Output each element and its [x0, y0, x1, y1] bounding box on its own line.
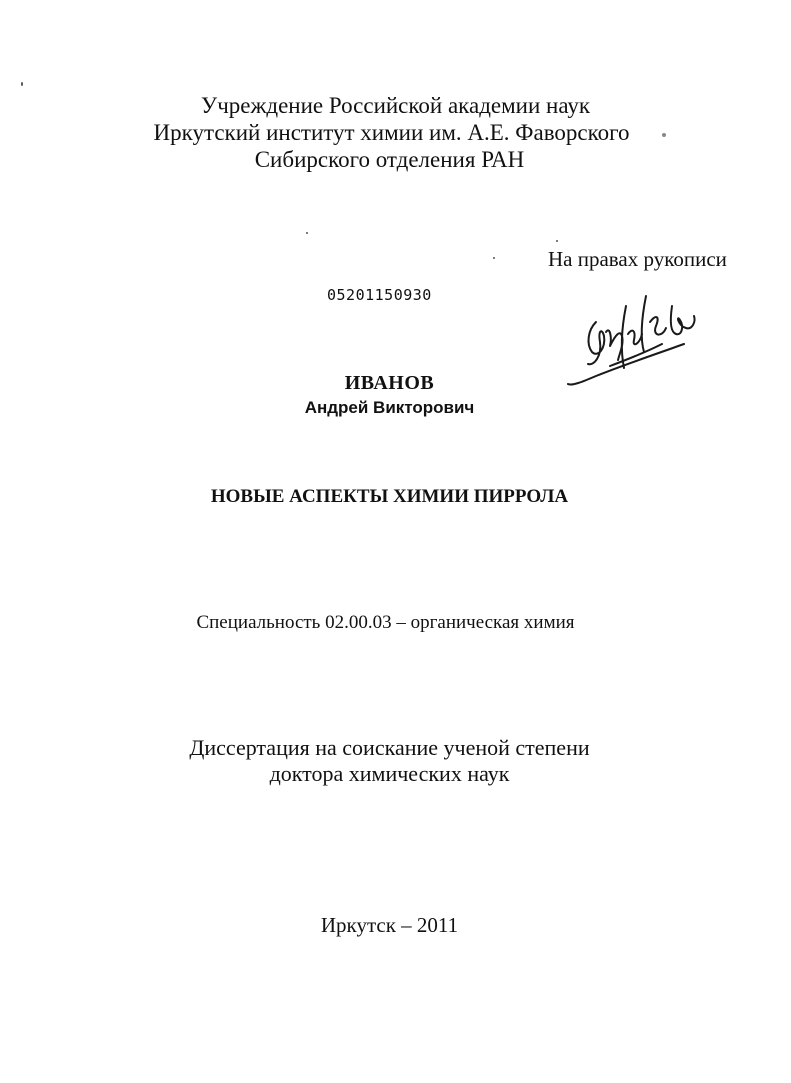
thesis-title: НОВЫЕ АСПЕКТЫ ХИМИИ ПИРРОЛА — [210, 486, 569, 507]
institution-line-3: Сибирского отделения РАН — [254, 147, 525, 172]
author-name: Андрей Викторович — [304, 398, 475, 417]
institution-line-1: Учреждение Российской академии наук — [200, 93, 591, 118]
scan-speck — [556, 240, 558, 242]
scan-speck — [662, 133, 666, 137]
institution-line-2: Иркутский институт химии им. А.Е. Фаворского — [153, 120, 630, 145]
registration-number: 05201150930 — [327, 286, 432, 304]
place-and-year: Иркутск – 2011 — [320, 913, 459, 937]
scan-speck — [493, 257, 495, 259]
manuscript-rights-note: На правах рукописи — [548, 247, 727, 271]
author-surname: ИВАНОВ — [344, 372, 435, 394]
scan-speck — [306, 232, 308, 234]
scan-speck — [21, 82, 23, 86]
degree-line-2: доктора химических наук — [269, 761, 510, 786]
degree-line-1: Диссертация на соискание ученой степени — [189, 735, 590, 760]
specialty-line: Специальность 02.00.03 – органическая химия — [196, 612, 575, 633]
